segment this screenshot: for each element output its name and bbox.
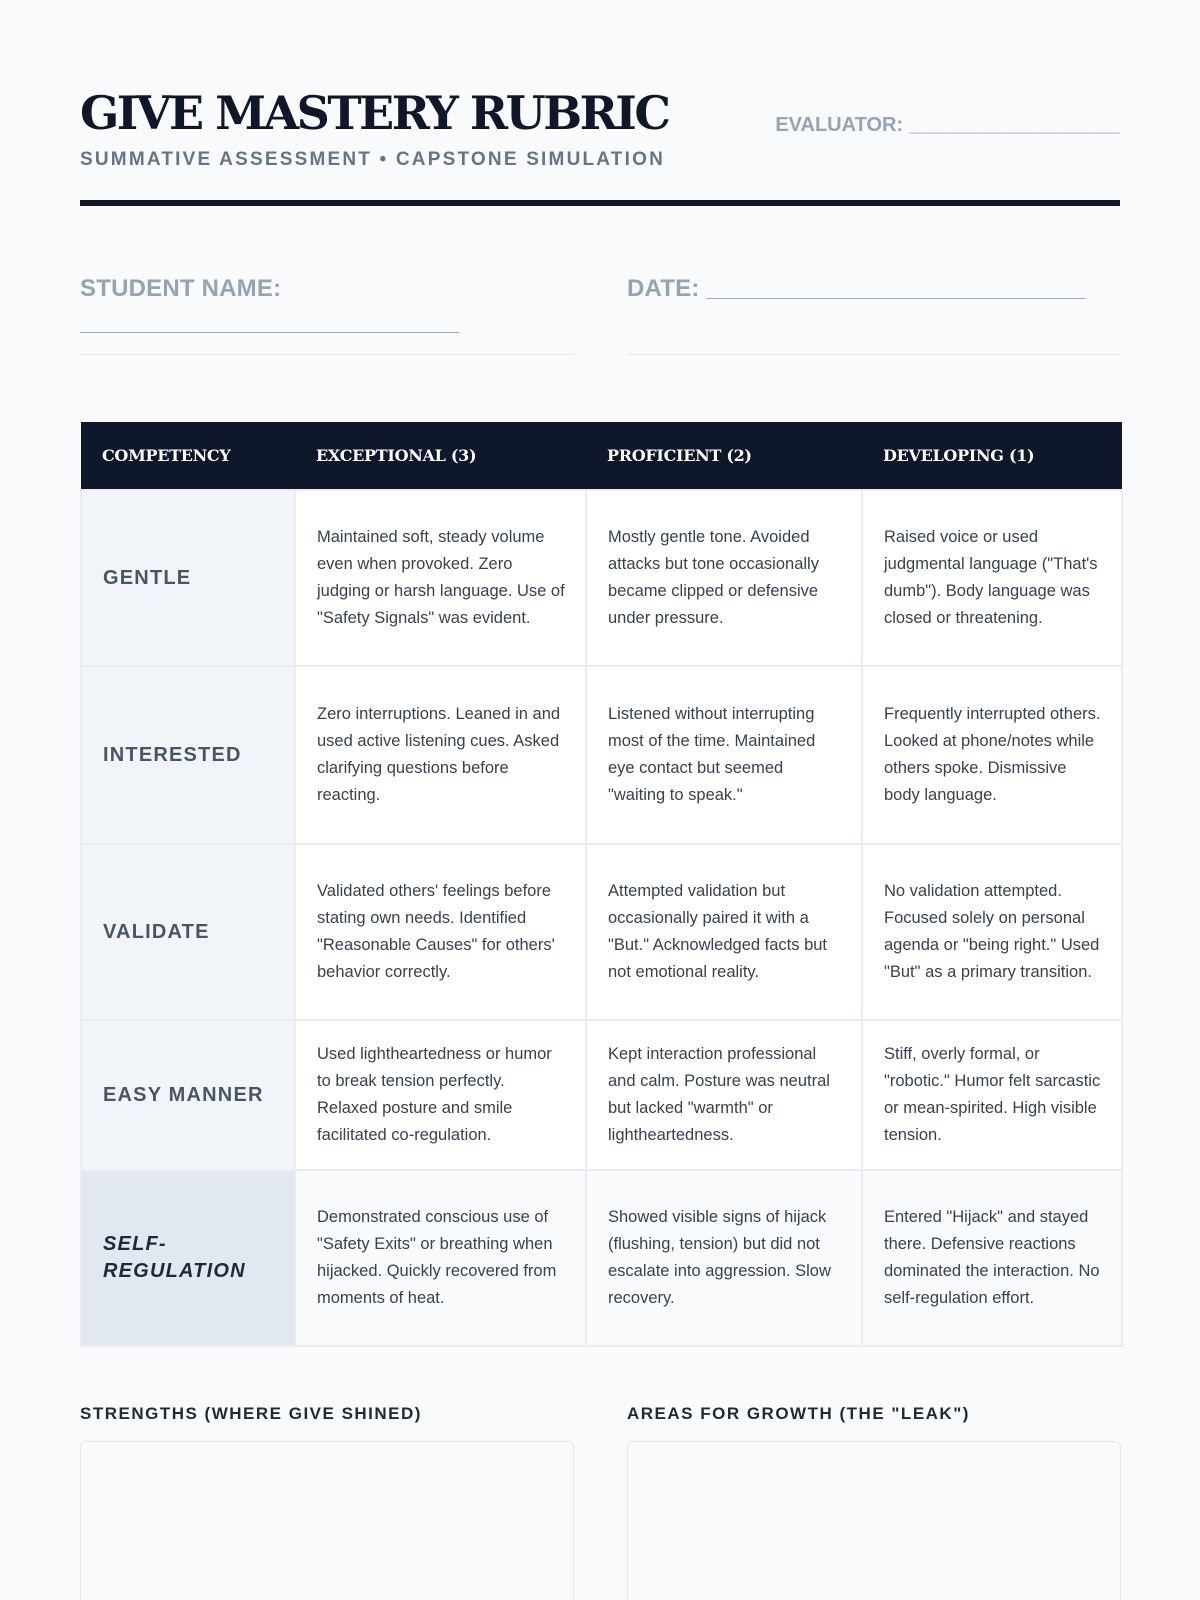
proficient-cell: Mostly gentle tone. Avoided attacks but tone occasionally became clipped or defensive under pressure. (586, 490, 862, 666)
competency-cell: SELF-REGULATION (81, 1170, 295, 1346)
growth-label: AREAS FOR GROWTH (THE "LEAK") (627, 1404, 970, 1423)
rubric-table (80, 422, 1123, 1347)
exceptional-cell: Used lightheartedness or humor to break tension perfectly. Relaxed posture and smile facilitated co-regulation. (295, 1020, 586, 1170)
developing-cell: Raised voice or used judgmental language ("That's dumb"). Body language was closed or threatening. (862, 490, 1122, 666)
date-field[interactable] (627, 272, 1120, 355)
exceptional-cell: Validated others' feelings before stating own needs. Identified "Reasonable Causes" for others' behavior correctly. (295, 844, 586, 1020)
column-header: EXCEPTIONAL (3) (295, 422, 586, 490)
column-header: DEVELOPING (1) (862, 422, 1122, 490)
table-row (81, 490, 1122, 666)
table-row-highlighted (81, 1170, 1122, 1346)
header (80, 86, 1120, 206)
competency-cell: INTERESTED (81, 666, 295, 844)
developing-cell: Entered "Hijack" and stayed there. Defensive reactions dominated the interaction. No self-regulation effort. (862, 1170, 1122, 1346)
table-row (81, 666, 1122, 844)
date-label: DATE: ____________________________ (627, 275, 1086, 302)
exceptional-cell: Demonstrated conscious use of "Safety Exits" or breathing when hijacked. Quickly recovered from moments of heat. (295, 1170, 586, 1346)
proficient-cell: Showed visible signs of hijack (flushing, tension) but did not escalate into aggression. Slow recovery. (586, 1170, 862, 1346)
column-header: COMPETENCY (81, 422, 295, 490)
developing-cell: Frequently interrupted others. Looked at phone/notes while others spoke. Dismissive body language. (862, 666, 1122, 844)
page-title: GIVE MASTERY RUBRIC (80, 86, 669, 140)
developing-cell: Stiff, overly formal, or "robotic." Humor felt sarcastic or mean-spirited. High visible tension. (862, 1020, 1122, 1170)
page-subtitle: SUMMATIVE ASSESSMENT • CAPSTONE SIMULATION (80, 149, 665, 170)
column-header: PROFICIENT (2) (586, 422, 862, 490)
evaluator-field[interactable]: EVALUATOR: ___________________ (775, 114, 1120, 136)
student-name-field[interactable] (80, 272, 574, 355)
competency-cell: VALIDATE (81, 844, 295, 1020)
competency-cell: GENTLE (81, 490, 295, 666)
strengths-textbox[interactable] (80, 1441, 574, 1600)
header-divider (80, 200, 1120, 206)
student-name-label: STUDENT NAME: ____________________________ (80, 275, 460, 336)
table-row (81, 844, 1122, 1020)
proficient-cell: Listened without interrupting most of the time. Maintained eye contact but seemed "waiting to speak." (586, 666, 862, 844)
developing-cell: No validation attempted. Focused solely on personal agenda or "being right." Used "But" as a primary transition. (862, 844, 1122, 1020)
exceptional-cell: Maintained soft, steady volume even when provoked. Zero judging or harsh language. Use of "Safety Signals" was evident. (295, 490, 586, 666)
table-row (81, 1020, 1122, 1170)
strengths-label: STRENGTHS (WHERE GIVE SHINED) (80, 1404, 422, 1423)
exceptional-cell: Zero interruptions. Leaned in and used active listening cues. Asked clarifying questions before reacting. (295, 666, 586, 844)
competency-cell: EASY MANNER (81, 1020, 295, 1170)
growth-textbox[interactable] (627, 1441, 1121, 1600)
proficient-cell: Attempted validation but occasionally paired it with a "But." Acknowledged facts but not emotional reality. (586, 844, 862, 1020)
table-header-row (81, 422, 1122, 490)
proficient-cell: Kept interaction professional and calm. Posture was neutral but lacked "warmth" or lightheartedness. (586, 1020, 862, 1170)
